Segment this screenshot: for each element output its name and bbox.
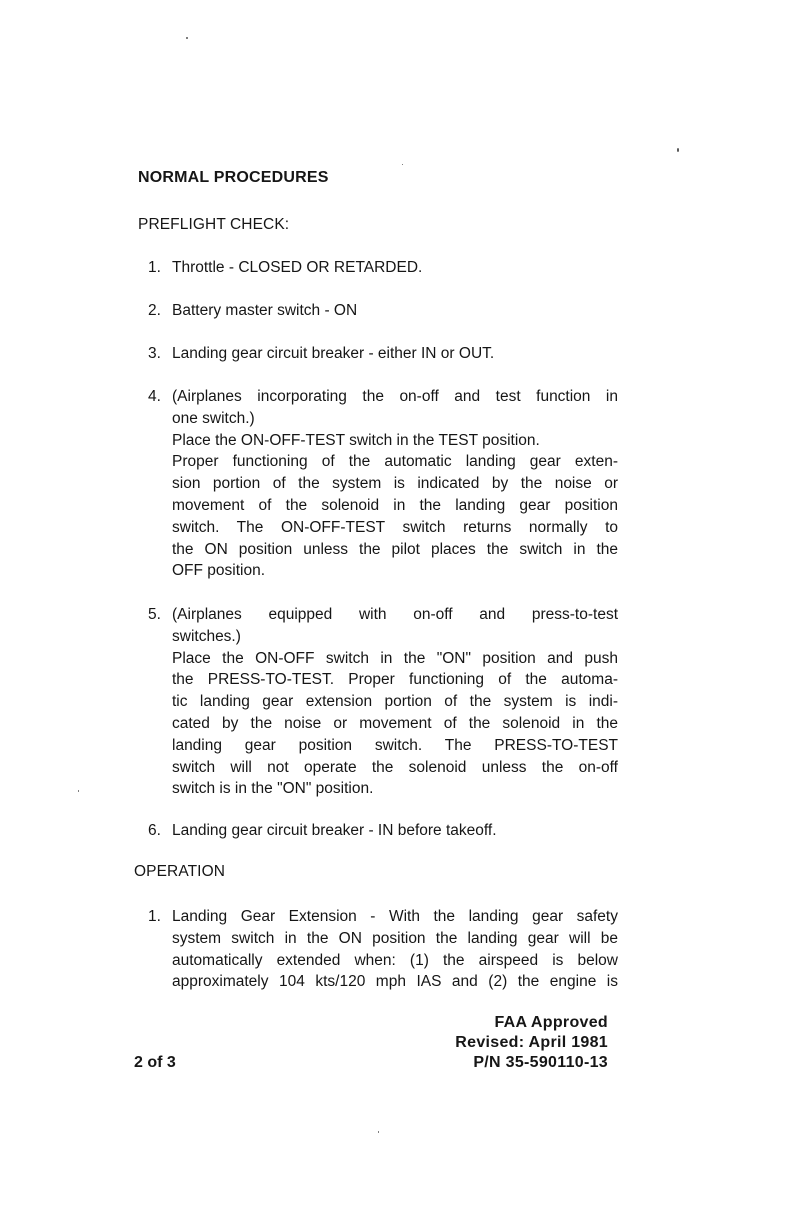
item-text-line: system switch in the ON position the landing gear will be: [172, 929, 618, 947]
page-number: 2 of 3: [134, 1054, 176, 1071]
item-number: 2.: [148, 302, 161, 319]
scan-speck: [402, 164, 403, 165]
item-text-line: landing gear position switch. The PRESS-TO-TEST: [172, 736, 618, 754]
scan-speck: [186, 37, 188, 39]
item-number: 4.: [148, 388, 161, 405]
item-text-line: switch is in the "ON" position.: [172, 780, 374, 798]
item-text-line: Place the ON-OFF switch in the "ON" position and push: [172, 649, 618, 667]
item-number: 1.: [148, 259, 161, 276]
item-text-line: Place the ON-OFF-TEST switch in the TEST position.: [172, 431, 540, 449]
item-text-line: OFF position.: [172, 562, 266, 580]
item-text-line: the PRESS-TO-TEST. Proper functioning of the automa-: [172, 671, 618, 689]
part-number: P/N 35-590110-13: [473, 1054, 608, 1071]
operation-item-1: [148, 906, 618, 993]
item-text-line: cated by the noise or movement of the solenoid in the: [172, 714, 618, 732]
item-text: Throttle - CLOSED OR RETARDED.: [172, 259, 423, 276]
faa-approved-label: FAA Approved: [494, 1014, 608, 1031]
item-number: 3.: [148, 345, 161, 362]
item-text: Battery master switch - ON: [172, 302, 358, 319]
scan-speck: [378, 1131, 379, 1133]
scan-speck: [677, 148, 679, 152]
preflight-item-3: [148, 343, 618, 365]
preflight-item-6: [148, 820, 618, 842]
item-text-line: switch will not operate the solenoid unless the on-off: [172, 758, 618, 776]
item-text-line: tic landing gear extension portion of the system is indi-: [172, 693, 618, 711]
item-text: Landing gear circuit breaker - either IN or OUT.: [172, 345, 495, 362]
item-text-line: automatically extended when: (1) the airspeed is below: [172, 951, 618, 969]
scan-speck: [78, 790, 79, 792]
item-text-line: the ON position unless the pilot places the switch in the: [172, 540, 618, 558]
preflight-item-2: [148, 300, 618, 322]
item-text-line: (Airplanes incorporating the on-off and test function in: [172, 388, 618, 405]
item-text-line: Proper functioning of the automatic landing gear exten-: [172, 453, 618, 471]
item-text-line: sion portion of the system is indicated by the noise or: [172, 475, 618, 493]
section-heading: NORMAL PROCEDURES: [138, 169, 329, 186]
preflight-item-4: [148, 386, 618, 582]
item-text-line: approximately 104 kts/120 mph IAS and (2) the engine is: [172, 973, 618, 991]
preflight-check-title: PREFLIGHT CHECK:: [138, 216, 290, 233]
item-text-line: movement of the solenoid in the landing gear position: [172, 496, 618, 514]
item-number: 5.: [148, 606, 161, 623]
item-text-line: one switch.): [172, 409, 255, 427]
item-number: 6.: [148, 822, 161, 839]
item-text-line: switch. The ON-OFF-TEST switch returns normally to: [172, 518, 618, 536]
item-text-line: Landing Gear Extension - With the landing gear safety: [172, 908, 618, 925]
preflight-item-1: [148, 257, 618, 279]
item-text-line: switches.): [172, 627, 241, 645]
item-text: Landing gear circuit breaker - IN before takeoff.: [172, 822, 497, 839]
preflight-item-5: [148, 604, 618, 800]
item-number: 1.: [148, 908, 161, 925]
item-text-line: (Airplanes equipped with on-off and press-to-test: [172, 606, 618, 623]
operation-title: OPERATION: [134, 863, 226, 880]
revision-date: Revised: April 1981: [455, 1034, 608, 1051]
